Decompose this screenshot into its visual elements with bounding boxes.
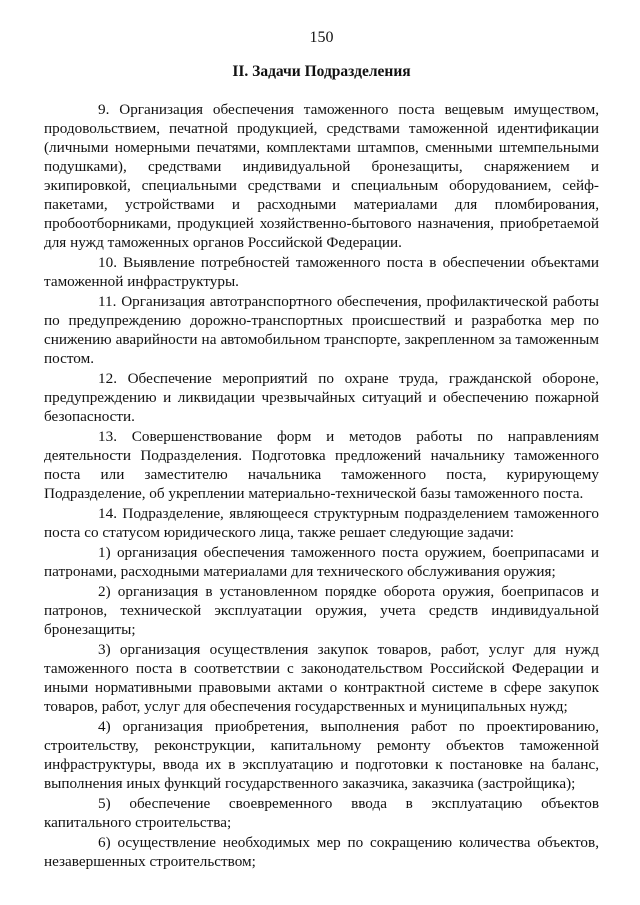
paragraph-14: 14. Подразделение, являющееся структурным подразделением таможенного поста со статусом юридического лица, также решает следующие задачи: xyxy=(44,505,599,541)
paragraph-13: 13. Совершенствование форм и методов работы по направлениям деятельности Подразделения. Подготовка предложений начальнику таможенного поста или заместителю начальника таможенного поста, курирующему Подразделение, об укреплении материально-технической базы таможенного поста. xyxy=(44,428,599,502)
paragraph-10: 10. Выявление потребностей таможенного поста в обеспечении объектами таможенной инфраструктуры. xyxy=(44,254,599,290)
task-list xyxy=(44,543,599,871)
document-page xyxy=(44,28,599,872)
list-item: 3) организация осуществления закупок товаров, работ, услуг для нужд таможенного поста в соответствии с законодательством Российской Федерации и иными нормативными правовыми актами о контрактной системе в сфере закупок товаров, работ, услуг для обеспечения государственных и муниципальных нужд; xyxy=(44,641,599,715)
paragraph-12: 12. Обеспечение мероприятий по охране труда, гражданской обороне, предупреждению и ликвидации чрезвычайных ситуаций и обеспечению пожарной безопасности. xyxy=(44,370,599,425)
section-heading: II. Задачи Подразделения xyxy=(232,63,411,80)
paragraph-11: 11. Организация автотранспортного обеспечения, профилактической работы по предупреждению дорожно-транспортных происшествий и разработка мер по снижению аварийности на автомобильном транспорте, закрепленном за таможенным постом. xyxy=(44,293,599,367)
page-number: 150 xyxy=(309,29,334,46)
list-item: 1) организация обеспечения таможенного поста оружием, боеприпасами и патронами, расходными материалами для технического обслуживания оружия; xyxy=(44,544,599,580)
list-item: 5) обеспечение своевременного ввода в эксплуатацию объектов капитального строительства; xyxy=(44,795,599,831)
list-item: 4) организация приобретения, выполнения работ по проектированию, строительству, реконструкции, капитальному ремонту объектов таможенной инфраструктуры, ввода их в эксплуатацию и подготовки к постановке на баланс, выполнения иных функций государственного заказчика, заказчика (застройщика); xyxy=(44,718,599,792)
list-item: 6) осуществление необходимых мер по сокращению количества объектов, незавершенных строительством; xyxy=(44,834,599,870)
list-item: 2) организация в установленном порядке оборота оружия, боеприпасов и патронов, технической эксплуатации оружия, учета средств индивидуальной бронезащиты; xyxy=(44,583,599,638)
paragraph-9: 9. Организация обеспечения таможенного поста вещевым имуществом, продовольствием, печатной продукцией, средствами таможенной идентификации (личными номерными печатями, комплектами штампов, сменными штемпельными подушками), средствами индивидуальной бронезащиты, снаряжением и экипировкой, специальными средствами и специальным оборудованием, сейф-пакетами, устройствами и расходными материалами для пломбирования, пробоотборниками, продукцией хозяйственно-бытового назначения, приобретаемой для нужд таможенных органов Российской Федерации. xyxy=(44,101,599,251)
